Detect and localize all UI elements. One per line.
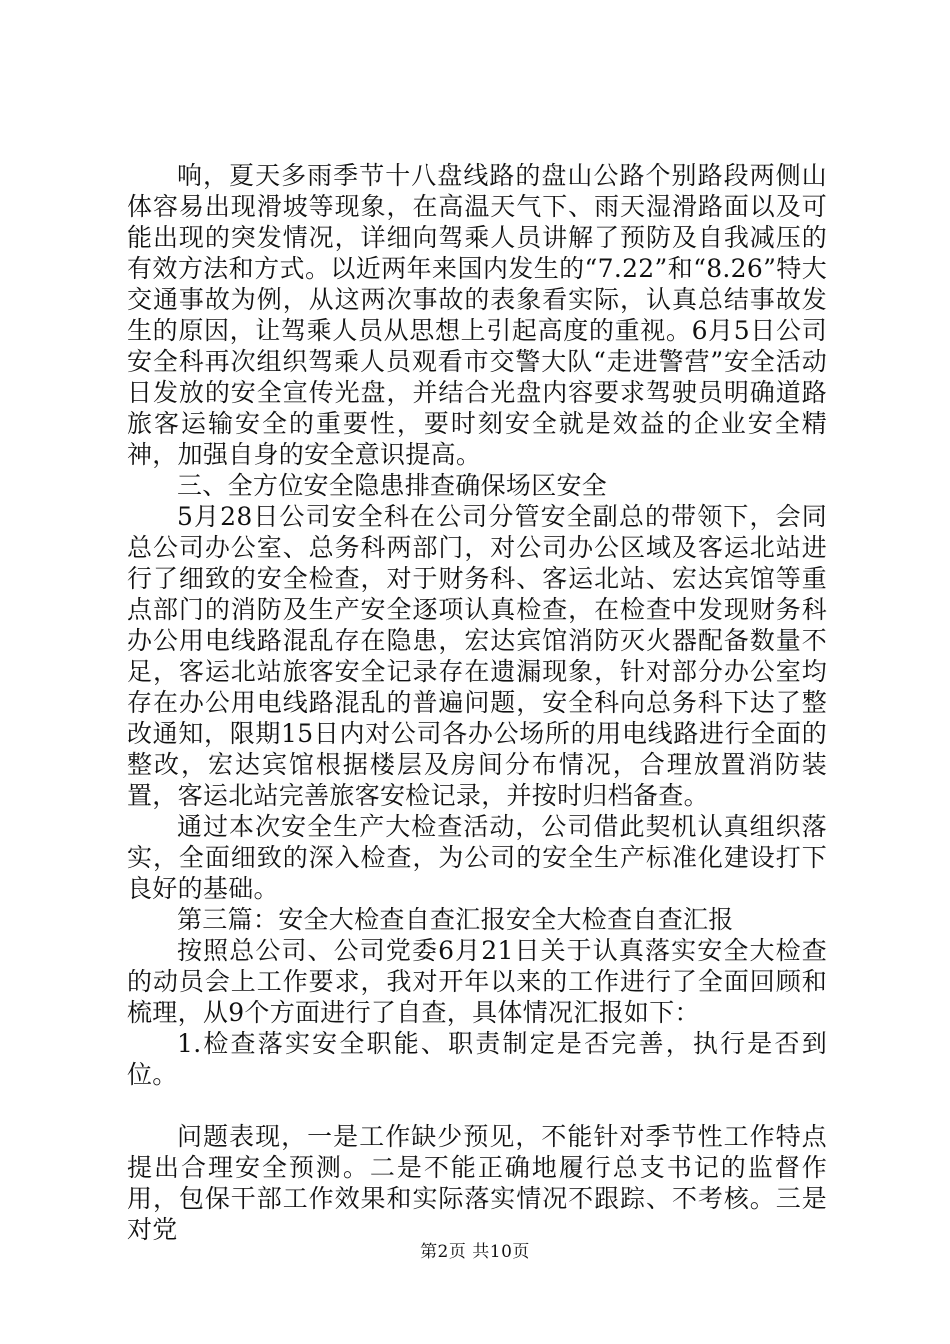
section-heading-hazard-inspection: 三、全方位安全隐患排查确保场区安全 [177,471,608,500]
page-number-footer: 第2页 共10页 [420,1242,530,1262]
paragraph-traffic-safety-education: 响，夏天多雨季节十八盘线路的盘山公路个别路段两侧山体容易出现滑坡等现象，在高温天气下、雨天湿滑路面以及可能出现的突发情况，详细向驾乘人员讲解了预防及自我减压的有效方法和方式。以近两年来国内发生的“7.22”和“8.26”特大交通事故为例，从这两次事故的表象看实际，认真总结事故发生的原因，让驾乘人员从思想上引起高度的重视。6月5日公司安全科再次组织驾乘人员观看市交警大队“走进警营”安全活动日发放的安全宣传光盘，并结合光盘内容要求驾驶员明确道路旅客运输安全的重要性，要时刻安全就是效益的企业安全精神，加强自身的安全意识提高。 [127,161,827,469]
list-item-check-responsibilities: 1.检查落实安全职能、职责制定是否完善，执行是否到位。 [127,1029,827,1089]
paragraph-self-inspection-intro: 按照总公司、公司党委6月21日关于认真落实安全大检查的动员会上工作要求，我对开年以来的工作进行了全面回顾和梳理，从9个方面进行了自查，具体情况汇报如下： [127,936,827,1027]
document-body [127,160,827,1245]
paragraph-problem-description: 问题表现，一是工作缺少预见，不能针对季节性工作特点提出合理安全预测。二是不能正确地履行总支书记的监督作用，包保干部工作效果和实际落实情况不跟踪、不考核。三是对党 [127,1122,827,1244]
paragraph-inspection-details: 5月28日公司安全科在公司分管安全副总的带领下，会同总公司办公室、总务科两部门，对公司办公区域及客运北站进行了细致的安全检查，对于财务科、客运北站、宏达宾馆等重点部门的消防及生产安全逐项认真检查，在检查中发现财务科办公用电线路混乱存在隐患，宏达宾馆消防灭火器配备数量不足，客运北站旅客安全记录存在遗漏现象，针对部分办公室均存在办公用电线路混乱的普遍问题，安全科向总务科下达了整改通知，限期15日内对公司各办公场所的用电线路进行全面的整改，宏达宾馆根据楼层及房间分布情况，合理放置消防装置，客运北站完善旅客安检记录，并按时归档备查。 [127,502,827,810]
paragraph-inspection-summary: 通过本次安全生产大检查活动，公司借此契机认真组织落实，全面细致的深入检查，为公司的安全生产标准化建设打下良好的基础。 [127,812,827,903]
chapter-heading-self-inspection: 第三篇：安全大检查自查汇报安全大检查自查汇报 [177,905,734,934]
blank-line [127,1090,827,1121]
